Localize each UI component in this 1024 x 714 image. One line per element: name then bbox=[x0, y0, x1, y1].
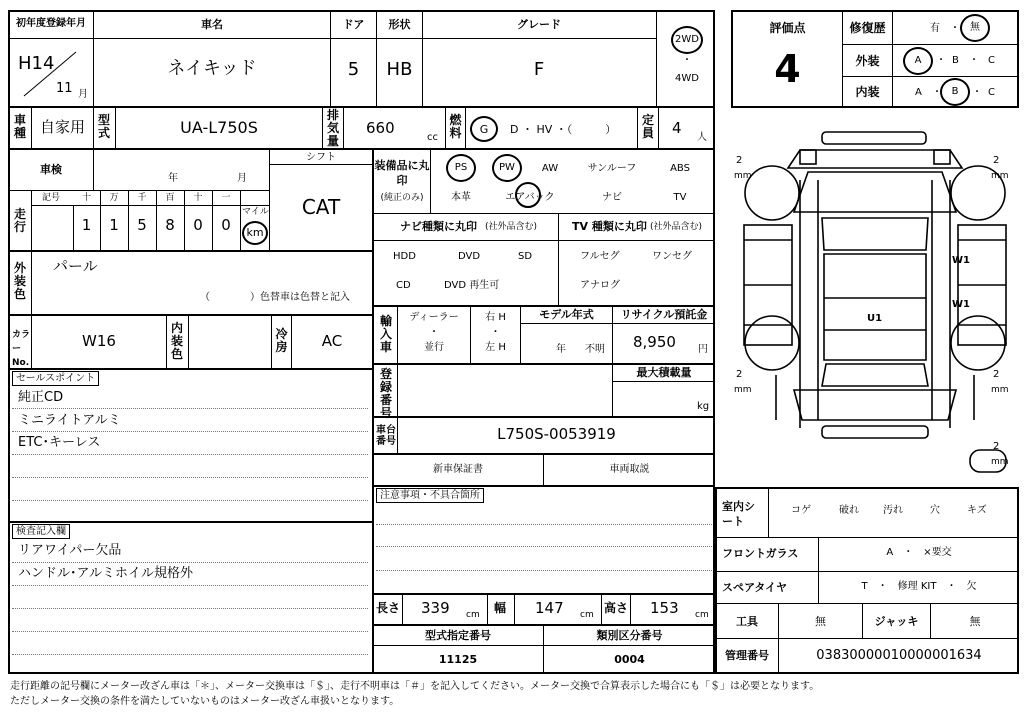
footer-line-2: ただしメーター交換の条件を満たしていないものはメーター改ざん車扱いとなります。 bbox=[10, 696, 400, 707]
interior-dot-1: ・ bbox=[932, 87, 942, 98]
import-dot-2: ・ bbox=[490, 327, 501, 338]
repair-no: 無 bbox=[970, 22, 980, 33]
first-reg-era-year: H14 bbox=[18, 53, 55, 74]
length-unit: cm bbox=[466, 610, 480, 620]
symbol-label: 記号 bbox=[42, 193, 61, 203]
equip-abs: ABS bbox=[670, 163, 690, 174]
model: UA-L750S bbox=[180, 118, 258, 137]
equip-leather: 本革 bbox=[451, 192, 471, 203]
exterior-dot-1: ・ bbox=[936, 55, 946, 66]
shift: CAT bbox=[301, 195, 341, 219]
import-dot: ・ bbox=[429, 327, 439, 338]
class-no: 0004 bbox=[614, 653, 645, 666]
equip-airbag: エアバック bbox=[505, 192, 555, 203]
max-load-label: 最大積載量 bbox=[636, 366, 692, 379]
interior-a: A bbox=[915, 87, 922, 98]
repair-yes: 有 bbox=[930, 23, 940, 34]
width-unit: cm bbox=[580, 610, 594, 620]
navi-dvd: DVD bbox=[458, 251, 481, 262]
chassis-label: 車台番号 bbox=[376, 425, 396, 447]
chassis: L750S-0053919 bbox=[497, 425, 616, 443]
width: 147 bbox=[535, 599, 564, 617]
aircon: AC bbox=[321, 332, 343, 350]
mark-spare: 2 bbox=[993, 441, 1000, 452]
digit-1: 1 bbox=[109, 216, 119, 234]
length-label: 長さ bbox=[376, 601, 401, 615]
control-no: 03830000010000001634 bbox=[816, 648, 982, 663]
mm-front-right: mm bbox=[991, 171, 1009, 181]
displacement: 660 bbox=[366, 119, 395, 137]
color-no-label: カラーNo. bbox=[12, 330, 31, 368]
inspector-label: 検査記入欄 bbox=[12, 524, 70, 539]
car-name: ネイキッド bbox=[167, 58, 257, 79]
drive-dot: ・ bbox=[682, 55, 692, 66]
shaken-month-unit: 月 bbox=[237, 173, 247, 184]
height-unit: cm bbox=[695, 610, 709, 620]
max-load-unit: kg bbox=[697, 401, 710, 412]
navi-sd: SD bbox=[518, 251, 533, 262]
spare-items: T ・ 修理 KIT ・ 欠 bbox=[861, 581, 977, 592]
height-label: 高さ bbox=[604, 601, 629, 615]
digit-label-1: 万 bbox=[109, 193, 119, 203]
month-unit: 月 bbox=[78, 89, 88, 100]
sales-point-2: ETC･キーレス bbox=[18, 435, 101, 450]
type-no-label: 型式指定番号 bbox=[425, 629, 491, 642]
doors: 5 bbox=[347, 59, 360, 80]
displacement-label: 排気量 bbox=[326, 108, 339, 148]
aircon-label: 冷房 bbox=[275, 327, 288, 354]
control-label: 管理番号 bbox=[725, 649, 769, 662]
color-no: W16 bbox=[82, 332, 116, 350]
digit-5: 0 bbox=[221, 216, 231, 234]
windshield-label: フロントガラス bbox=[722, 547, 799, 560]
grade-label: グレード bbox=[517, 18, 561, 31]
exterior-b: B bbox=[952, 55, 959, 66]
recycle-yen: 円 bbox=[698, 344, 708, 355]
model-year-label: モデル年式 bbox=[539, 308, 594, 321]
interior-item-1: 破れ bbox=[839, 505, 859, 516]
reg-no-label: 登録番号 bbox=[379, 367, 392, 420]
km-label: km bbox=[246, 226, 264, 239]
digit-label-5: 一 bbox=[221, 193, 231, 203]
digit-2: 5 bbox=[137, 216, 147, 234]
usage-label: 車種 bbox=[13, 113, 26, 140]
mileage-label: 走行 bbox=[13, 207, 26, 234]
navi-sub: (社外品含む) bbox=[485, 222, 538, 232]
model-label: 型式 bbox=[97, 113, 110, 140]
interior-c: C bbox=[988, 87, 995, 98]
mark-w1-lower: W1 bbox=[952, 299, 970, 310]
mark-front-left: 2 bbox=[736, 155, 743, 166]
first-reg-label: 初年度登録年月 bbox=[16, 18, 86, 29]
repair-label: 修復歴 bbox=[849, 21, 886, 35]
capacity: 4 bbox=[672, 119, 682, 137]
inspector-note-0: リアワイパー欠品 bbox=[18, 543, 122, 558]
sales-points-label: セールスポイント bbox=[12, 371, 99, 386]
mark-w1-upper: W1 bbox=[952, 255, 970, 266]
score-label: 評価点 bbox=[769, 21, 806, 35]
capacity-unit: 人 bbox=[697, 132, 707, 143]
width-label: 幅 bbox=[494, 601, 507, 615]
repaint-note: （ ）色替車は色替と記入 bbox=[200, 292, 350, 303]
model-year-unknown: 不明 bbox=[585, 344, 605, 355]
score: 4 bbox=[774, 47, 801, 91]
digit-label-4: 十 bbox=[193, 193, 203, 203]
shaken-label: 車検 bbox=[40, 163, 62, 176]
interior-item-3: 穴 bbox=[930, 505, 940, 516]
repair-dot: ・ bbox=[950, 23, 960, 34]
type-no: 11125 bbox=[438, 653, 478, 666]
shaken-year-unit: 年 bbox=[168, 173, 178, 184]
first-reg-month: 11 bbox=[56, 81, 73, 96]
exterior-c: C bbox=[988, 55, 995, 66]
interior-item-0: コゲ bbox=[791, 505, 811, 516]
tools-label: 工具 bbox=[736, 615, 758, 628]
model-year-unit: 年 bbox=[556, 344, 566, 355]
interior-item-4: キズ bbox=[967, 505, 987, 516]
jack: 無 bbox=[969, 615, 981, 628]
fuel-options: D ・ HV ・（ ） bbox=[510, 123, 617, 136]
interior-seat-label: 室内シート bbox=[722, 500, 755, 528]
import-left-h: 左 H bbox=[485, 342, 506, 353]
manual: 車両取説 bbox=[609, 464, 650, 475]
navi-dvd-play: DVD 再生可 bbox=[444, 280, 500, 291]
import-right-h: 右 H bbox=[485, 312, 506, 323]
tv-analog: アナログ bbox=[580, 280, 620, 291]
car-name-label: 車名 bbox=[201, 18, 223, 31]
equipment-label: 装備品に丸印 bbox=[374, 159, 430, 187]
drive-4wd: 4WD bbox=[675, 73, 699, 84]
fuel-g: G bbox=[479, 123, 489, 136]
spare-label: スペアタイヤ bbox=[722, 581, 788, 594]
inspector-note-1: ハンドル･アルミホイル規格外 bbox=[18, 566, 193, 581]
tools: 無 bbox=[815, 615, 826, 628]
warranty: 新車保証書 bbox=[433, 464, 483, 475]
tv-sub: (社外品含む) bbox=[650, 222, 703, 232]
shape-label: 形状 bbox=[388, 18, 411, 31]
windshield-items: A ・ ×要交 bbox=[886, 547, 952, 558]
exterior-dot-2: ・ bbox=[969, 55, 979, 66]
mm-rear-right: mm bbox=[991, 385, 1009, 395]
capacity-label: 定員 bbox=[641, 113, 654, 140]
footer-line-1: 走行距離の記号欄にメーター改ざん車は「＊」、メーター交換車は「＄」、走行不明車は「＃」を記入してください。メーター交換で合算表示した場合にも「＄」は必要となります。 bbox=[10, 681, 820, 692]
mark-u1: U1 bbox=[867, 313, 883, 324]
mark-rear-left: 2 bbox=[736, 369, 743, 380]
navi-cd: CD bbox=[396, 280, 411, 291]
tv-oneseg: ワンセグ bbox=[652, 251, 692, 262]
digit-4: 0 bbox=[193, 216, 203, 234]
exterior-label: 外装 bbox=[855, 54, 880, 68]
equip-pw: PW bbox=[499, 162, 515, 173]
grade: F bbox=[533, 59, 545, 80]
mm-spare: mm bbox=[991, 457, 1009, 467]
mile-label: マイル bbox=[242, 207, 269, 217]
interior-item-2: 汚れ bbox=[883, 505, 903, 516]
fuel-label: 燃料 bbox=[449, 113, 462, 140]
mm-rear-left: mm bbox=[734, 385, 752, 395]
shift-label: シフト bbox=[306, 152, 336, 163]
length: 339 bbox=[421, 599, 450, 617]
mark-front-right: 2 bbox=[993, 155, 1000, 166]
shape: HB bbox=[386, 59, 413, 80]
import-dealer: ディーラー bbox=[409, 312, 459, 323]
digit-label-0: 十 bbox=[81, 193, 91, 203]
interior-dot-2: ・ bbox=[972, 87, 982, 98]
digit-label-2: 千 bbox=[137, 193, 147, 203]
sales-point-0: 純正CD bbox=[18, 390, 64, 405]
equip-ps: PS bbox=[454, 162, 468, 173]
height: 153 bbox=[650, 599, 679, 617]
exterior-color: パール bbox=[53, 257, 98, 275]
navi-hdd: HDD bbox=[393, 251, 416, 262]
usage: 自家用 bbox=[39, 118, 85, 136]
digit-label-3: 百 bbox=[165, 193, 175, 203]
exterior-a: A bbox=[914, 55, 922, 66]
equip-aw: AW bbox=[541, 163, 559, 174]
digit-0: 1 bbox=[81, 216, 92, 234]
recycle: 8,950 bbox=[633, 333, 676, 351]
equip-navi: ナビ bbox=[602, 192, 622, 203]
class-no-label: 類別区分番号 bbox=[596, 629, 663, 642]
interior-b: B bbox=[951, 86, 959, 97]
digit-3: 8 bbox=[165, 216, 175, 234]
equip-sunroof: サンルーフ bbox=[587, 163, 637, 174]
jack-label: ジャッキ bbox=[874, 615, 919, 628]
interior-color-label: 内装色 bbox=[170, 321, 183, 361]
cc-unit: cc bbox=[427, 132, 438, 143]
car-diagram bbox=[730, 120, 1020, 485]
sales-point-1: ミニライトアルミ bbox=[18, 413, 121, 428]
tv-header: TV 種類に丸印 bbox=[572, 220, 647, 233]
caution-label: 注意事項・不具合箇所 bbox=[376, 488, 484, 503]
recycle-label: リサイクル預託金 bbox=[620, 308, 708, 321]
equip-tv: TV bbox=[673, 192, 687, 203]
exterior-color-label: 外装色 bbox=[13, 261, 26, 301]
tv-fullseg: フルセグ bbox=[580, 251, 620, 262]
import-label: 輸入車 bbox=[379, 314, 392, 354]
drive-2wd: 2WD bbox=[675, 34, 699, 45]
navi-header: ナビ種類に丸印 bbox=[400, 220, 477, 233]
mark-rear-right: 2 bbox=[993, 369, 1000, 380]
mm-front-left: mm bbox=[734, 171, 752, 181]
equipment-sublabel: (純正のみ) bbox=[380, 193, 424, 203]
interior-label: 内装 bbox=[855, 85, 880, 99]
import-parallel: 並行 bbox=[424, 342, 444, 353]
door-label: ドア bbox=[342, 18, 365, 31]
